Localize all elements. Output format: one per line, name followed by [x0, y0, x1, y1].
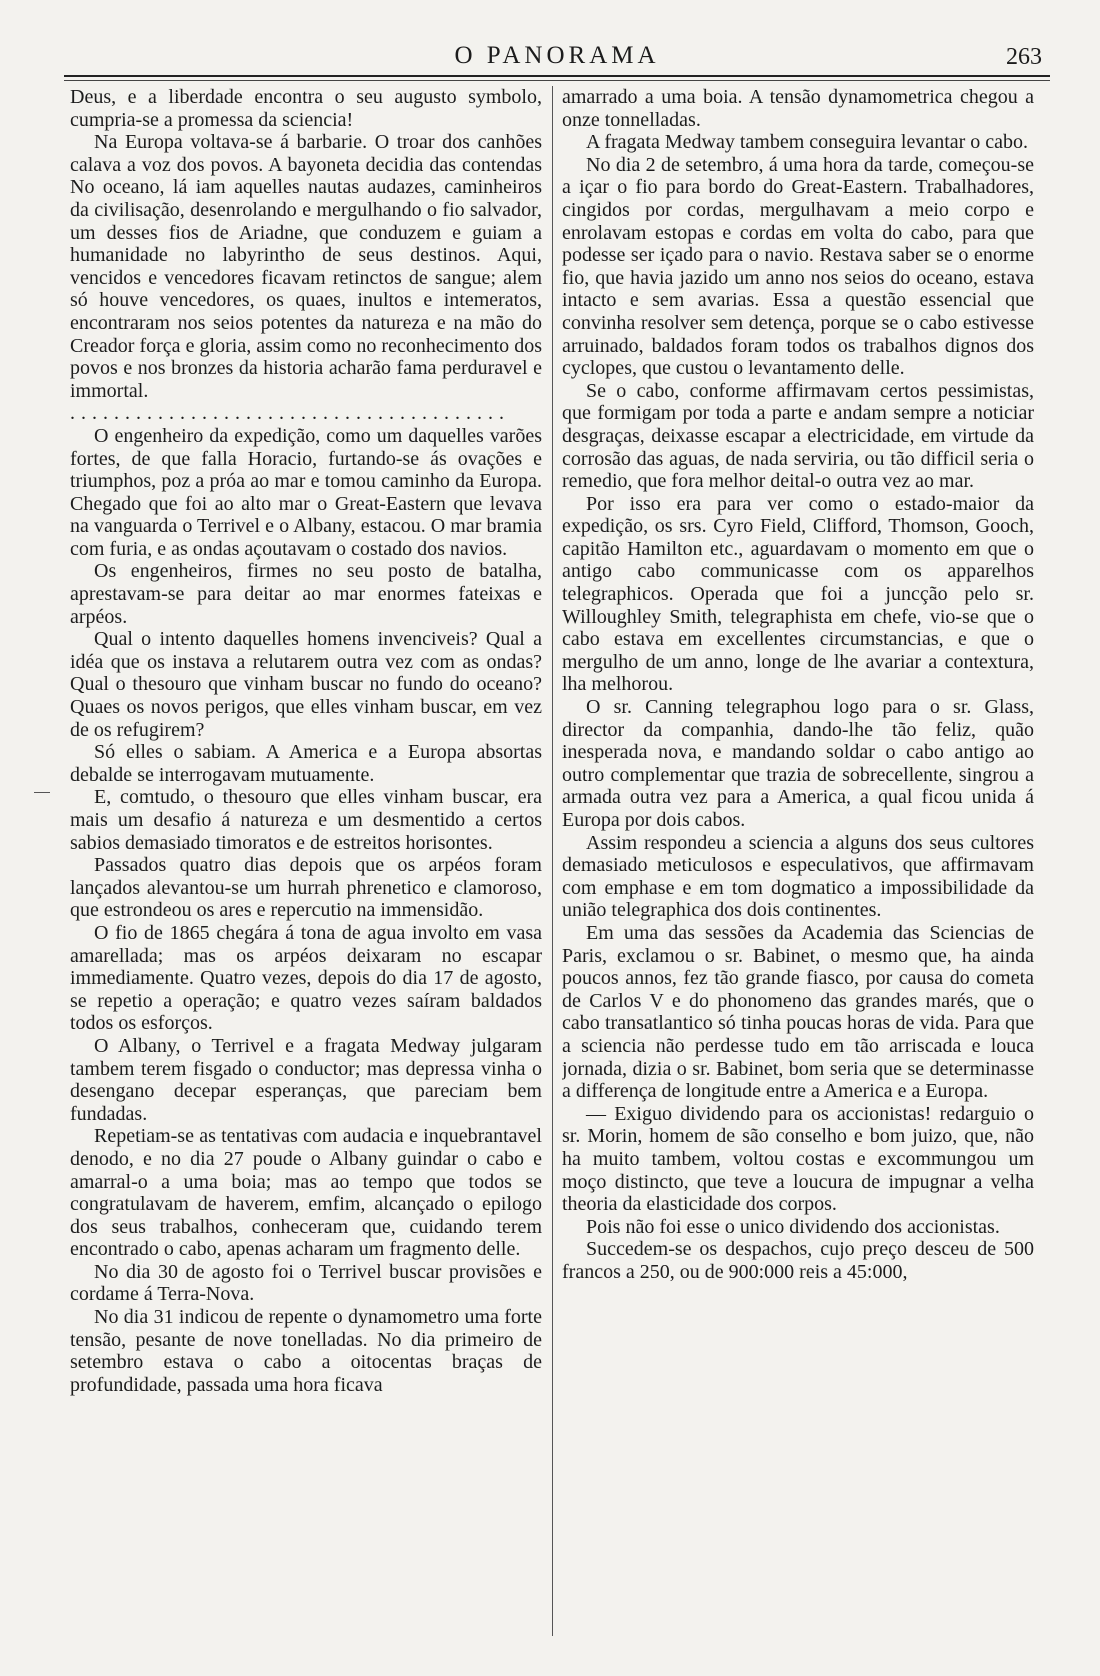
paragraph: Deus, e a liberdade encontra o seu augusto symbolo, cumpria-se a promessa da sciencia!: [70, 86, 542, 131]
header-rule-thin: [64, 80, 1050, 81]
paragraph: Em uma das sessões da Academia das Sciencias de Paris, exclamou o sr. Babinet, o mesmo que, ha ainda poucos annos, fez tão grande fiasco, por causa do cometa de Carlos V e do phonomeno das grandes marés, que o cabo transatlantico só tinha poucas horas de vida. Para que a sciencia não perdesse tudo em tão arriscada e louca jornada, dizia o sr. Babinet, bom seria que se determinasse a differença de longitude entre a America e a Europa.: [562, 921, 1034, 1103]
left-column: [70, 86, 542, 1646]
paragraph: O sr. Canning telegraphou logo para o sr. Glass, director da companhia, dando-lhe tão feliz, quão inesperada nova, e mandando soldar o cabo antigo ao outro complementar que trazia de sobrecellente, singrou a armada outra vez para a America, a qual ficou unida á Europa por dois cabos.: [562, 696, 1034, 831]
paragraph: Por isso era para ver como o estado-maior da expedição, os srs. Cyro Field, Clifford, Thomson, Gooch, capitão Hamilton etc., aguardavam o momento em que o antigo cabo communicasse com os apparelhos telegraphicos. Operada que foi a juncção pelo sr. Willoughley Smith, telegraphista em chefe, vio-se que o cabo estava em excellentes circumstancias, e que o mergulho de um anno, longe de lhe avariar a contextura, lha melhorou.: [562, 492, 1034, 696]
header-rule: [64, 75, 1050, 77]
paragraph: O fio de 1865 chegára á tona de agua involto em vasa amarellada; mas os arpéos deixaram no escapar immediamente. Quatro vezes, depois do dia 17 de agosto, se repetio a operação; e quatro vezes saíram baldados todos os esforços.: [70, 921, 542, 1035]
paragraph: No dia 2 de setembro, á uma hora da tarde, começou-se a içar o fio para bordo do Great-Eastern. Trabalhadores, cingidos por cordas, mergulhavam a meio corpo e enrolavam estopas e cordas em volta do cabo, para que podesse ser içado para o navio. Restava saber se o enorme fio, que havia jazido um anno nos seios do oceano, estava intacto e sem avarias. Essa a questão essencial que convinha resolver sem detença, porque se o cabo estivesse arruinado, baldados foram todos os trabalhos dignos dos cyclopes, que custou o levantamento delle.: [562, 153, 1034, 380]
paragraph: Só elles o sabiam. A America e a Europa absortas debalde se interrogavam mutuamente.: [70, 741, 542, 786]
paragraph: Na Europa voltava-se á barbarie. O troar dos canhões calava a voz dos povos. A bayoneta decidia das contendas No oceano, lá iam aquelles nautas audazes, caminheiros da civilisação, desenrolando e mergulhando o fio salvador, um desses fios de Ariadne, que conduzem e guiam a humanidade no labyrintho de seus destinos. Aqui, vencidos e vencedores ficavam retinctos de sangue; alem só houve vencedores, os quaes, inultos e intemeratos, encontraram nos seios potentes da natureza e na mão do Creador força e gloria, assim como no reconhecimento dos povos e nos bronzes da historia acharão fama perduravel e immortal.: [70, 131, 542, 402]
paragraph: O Albany, o Terrivel e a fragata Medway julgaram tambem terem fisgado o conductor; mas depressa vinha o desengano decepar esperanças, que pareciam bem fundadas.: [70, 1034, 542, 1125]
paragraph: amarrado a uma boia. A tensão dynamometrica chegou a onze tonnelladas.: [562, 86, 1034, 131]
paragraph: Os engenheiros, firmes no seu posto de batalha, aprestavam-se para deitar ao mar enormes fateixas e arpéos.: [70, 560, 542, 628]
paragraph: No dia 31 indicou de repente o dynamometro uma forte tensão, pesante de nove tonelladas. No dia primeiro de setembro estava o cabo a oitocentas braças de profundidade, passada uma hora ficava: [70, 1306, 542, 1396]
right-column: [562, 86, 1034, 1646]
page-header: [64, 40, 1050, 72]
paragraph: No dia 30 de agosto foi o Terrivel buscar provisões e cordame á Terra-Nova.: [70, 1260, 542, 1306]
paragraph: Assim respondeu a sciencia a alguns dos seus cultores demasiado meticulosos e especulativos, que affirmavam com emphase e em tom dogmatico a impossibilidade da união telegraphica dos dois continentes.: [562, 831, 1034, 922]
page-number: 263: [1006, 44, 1042, 70]
paragraph: E, comtudo, o thesouro que elles vinham buscar, era mais um desafio á natureza e um desmentido a certos sabios demasiado timoratos e de estreitos horisontes.: [70, 786, 542, 854]
column-divider: [552, 86, 553, 1636]
paragraph: — Exiguo dividendo para os accionistas! redarguio o sr. Morin, homem de são conselho e bom juizo, que, não ha muito tambem, voltou costas e excommungou um moço distincto, que teve a loucura de impugnar a velha theoria da elasticidade dos corpos.: [562, 1102, 1034, 1216]
paragraph: Qual o intento daquelles homens invenciveis? Qual a idéa que os instava a relutarem outra vez com as ondas? Qual o thesouro que vinham buscar no fundo do oceano? Quaes os novos perigos, que elles vinham buscar, em vez de os refugirem?: [70, 628, 542, 741]
margin-mark: [34, 792, 50, 793]
section-separator: ........................................: [70, 402, 510, 425]
paragraph: Pois não foi esse o unico dividendo dos accionistas.: [586, 1215, 1000, 1238]
paragraph: O engenheiro da expedição, como um daquelles varões fortes, de que falla Horacio, furtando-se ás ovações e triumphos, poz a próa ao mar e tomou caminho da Europa. Chegado que foi ao alto mar o Great-Eastern que levava na vanguarda o Terrivel e o Albany, estacou. O mar bramia com furia, e as ondas açoutavam o costado dos navios.: [70, 424, 542, 560]
paragraph: Se o cabo, conforme affirmavam certos pessimistas, que formigam por toda a parte e andam sempre a noticiar desgraças, deixasse escapar a electricidade, em virtude da corrosão das aguas, de nada serviria, ou tão difficil seria o remedio, que fora melhor deital-o outra vez ao mar.: [562, 379, 1034, 493]
paragraph: Succedem-se os despachos, cujo preço desceu de 500 francos a 250, ou de 900:000 reis a 45:000,: [562, 1238, 1034, 1283]
paragraph: Passados quatro dias depois que os arpéos foram lançados alevantou-se um hurrah phrenetico e clamoroso, que estrondeou os ares e repercutio na immensidão.: [70, 854, 542, 922]
periodical-title: O PANORAMA: [454, 42, 660, 69]
paragraph: A fragata Medway tambem conseguira levantar o cabo.: [586, 131, 1029, 154]
paragraph: Repetiam-se as tentativas com audacia e inquebrantavel denodo, e no dia 27 poude o Albany guindar o cabo e amarral-o a uma boia; mas ao tempo que todos se congratulavam de haverem, emfim, alcançado o epilogo dos seus trabalhos, conheceram que, cuidando terem encontrado o cabo, apenas acharam um fragmento delle.: [70, 1125, 542, 1261]
